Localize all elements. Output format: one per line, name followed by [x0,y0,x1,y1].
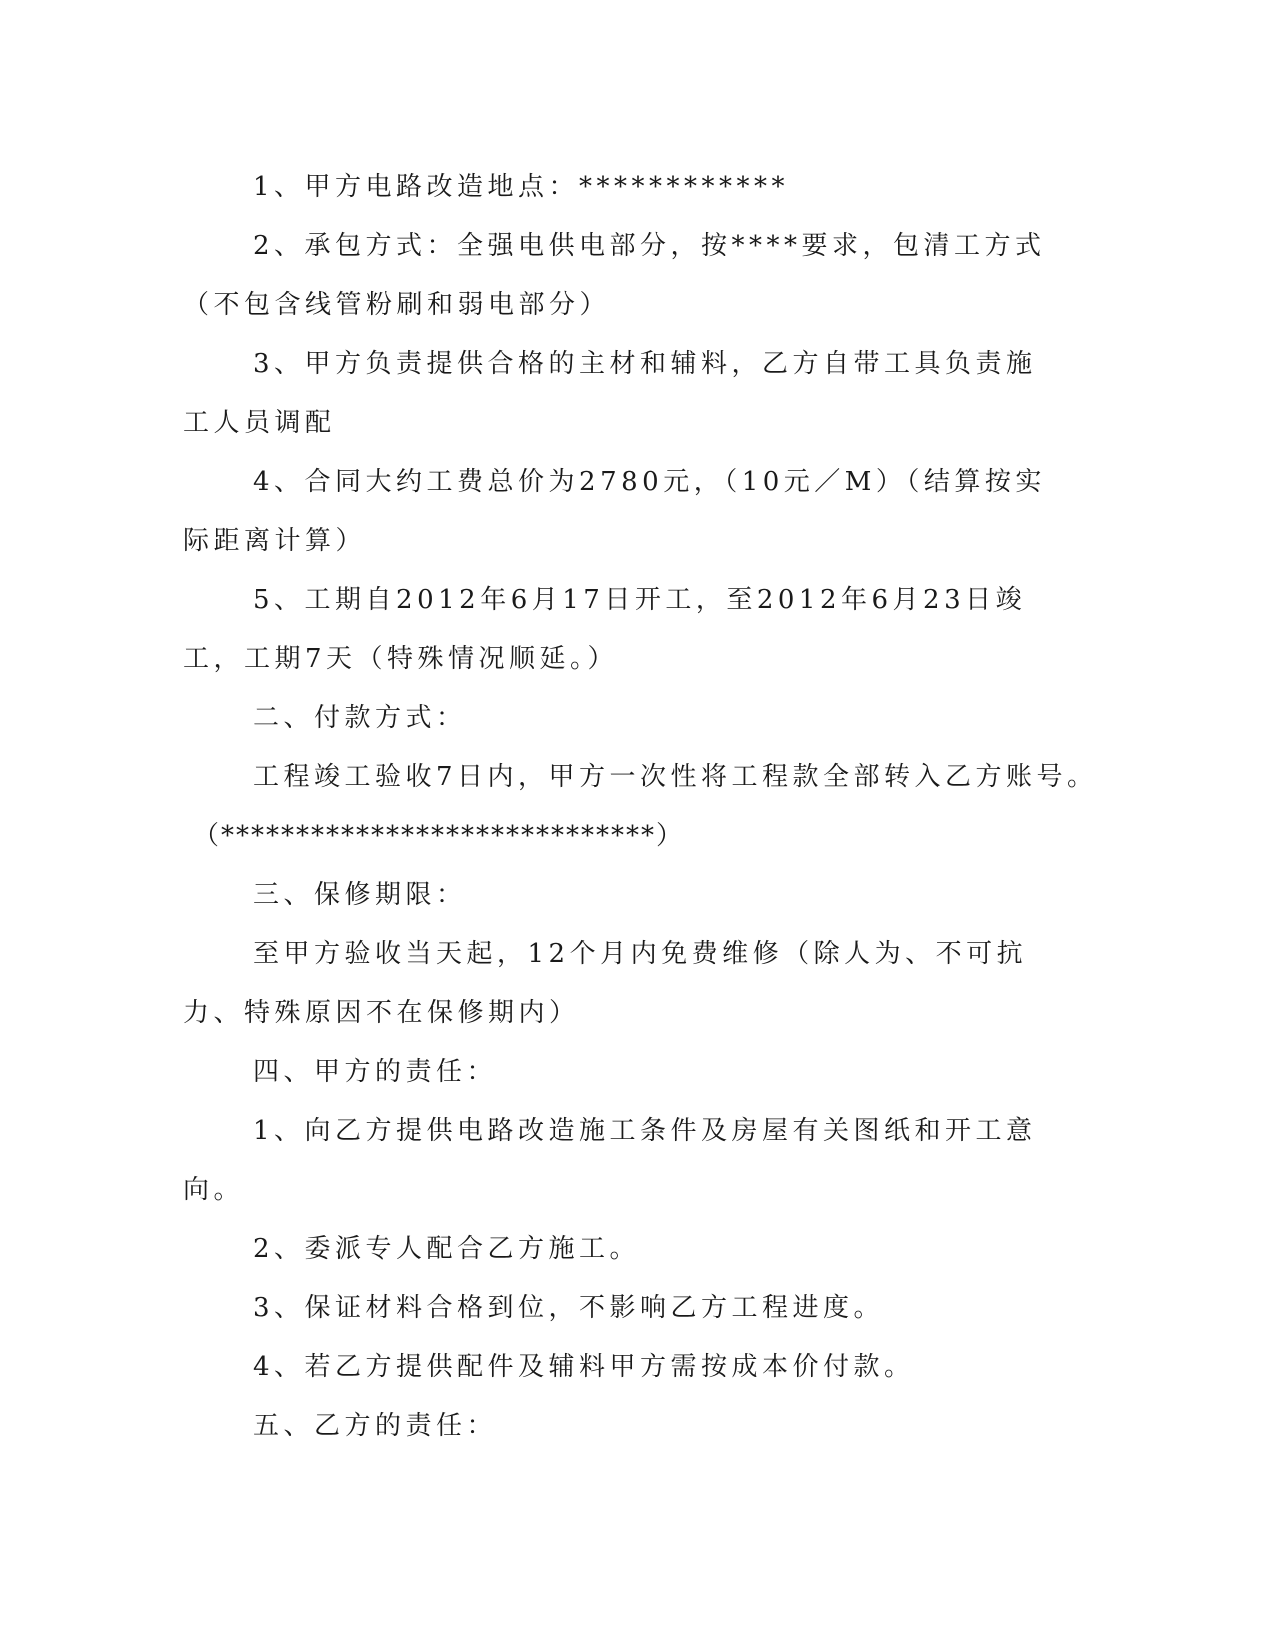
paragraph-total-price: 4、合同大约工费总价为2780元，（10元／M）（结算按实际距离计算） [183,467,1046,556]
section-heading-party-a: 四、甲方的责任： [253,1057,498,1087]
paragraph-contract-method: 2、承包方式：全强电供电部分，按****要求，包清工方式（不包含线管粉刷和弱电部分） [183,231,1046,320]
section-heading-party-b: 五、乙方的责任： [253,1411,498,1441]
paragraph-site-location: 1、甲方电路改造地点：************ [253,172,790,202]
section-heading-payment: 二、付款方式： [253,703,467,733]
list-item-party-a-3: 3、保证材料合格到位，不影响乙方工程进度。 [253,1293,885,1323]
paragraph-warranty-terms: 至甲方验收当天起，12个月内免费维修（除人为、不可抗力、特殊原因不在保修期内） [183,939,1028,1028]
document-body [183,158,1098,1456]
list-item-party-a-1: 1、向乙方提供电路改造施工条件及房屋有关图纸和开工意向。 [183,1116,1037,1205]
list-item-party-a-2: 2、委派专人配合乙方施工。 [253,1234,641,1264]
paragraph-materials: 3、甲方负责提供合格的主材和辅料，乙方自带工具负责施工人员调配 [183,349,1037,438]
section-heading-warranty: 三、保修期限： [253,880,467,910]
paragraph-account-number: （*****************************） [193,821,685,851]
paragraph-payment-terms: 工程竣工验收7日内，甲方一次性将工程款全部转入乙方账号。 [253,762,1098,792]
list-item-party-a-4: 4、若乙方提供配件及辅料甲方需按成本价付款。 [253,1352,915,1382]
paragraph-schedule: 5、工期自2012年6月17日开工，至2012年6月23日竣工，工期7天（特殊情况顺延。） [183,585,1027,674]
